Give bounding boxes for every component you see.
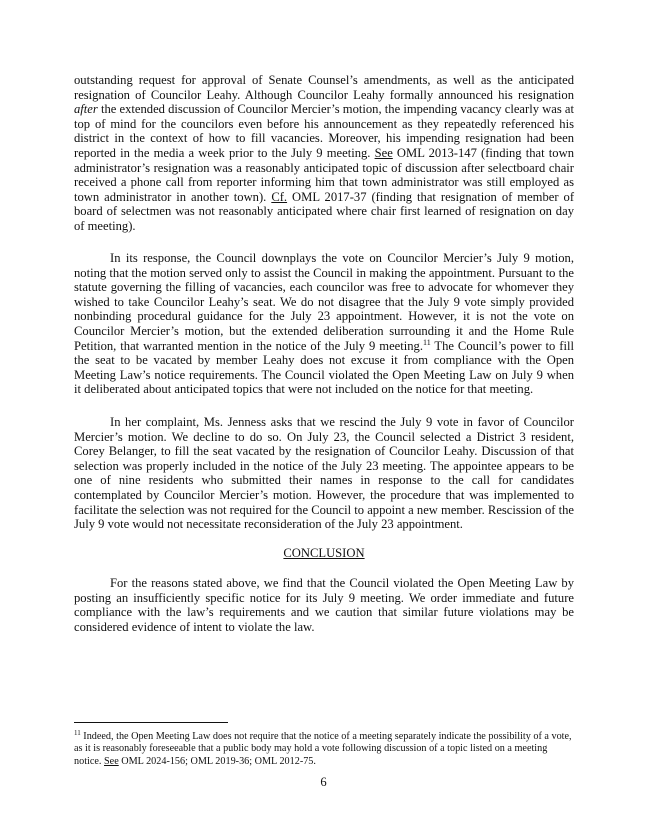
paragraph-resignation-anticipated: [74, 73, 574, 234]
footnote-divider: [74, 722, 228, 723]
text-run: OML 2024-156; OML 2019-36; OML 2012-75.: [118, 755, 316, 767]
text-run: The Council’s power to fill the seat to be vacated by member Leahy does not excuse it from compliance with the Open Meeting Law’s notice requirements. The Council violated the Open Meeting Law on July 9 when it deliberated about anticipated topics that were not included on the notice for that meeting.: [74, 338, 574, 397]
paragraph-complaint-rescind: [74, 415, 574, 532]
paragraph-conclusion: [74, 576, 574, 634]
section-heading-conclusion: [74, 546, 574, 561]
citation-signal-cf: Cf.: [271, 189, 288, 204]
paragraph-council-response: [74, 251, 574, 397]
citation-signal-see: See: [104, 755, 119, 767]
text-run: Indeed, the Open Meeting Law does not require that the notice of a meeting separately indicate the possibility of a vote, as it is reasonably foreseeable that a public body may hold a vote following discussion of a topic listed on a meeting notice.: [74, 731, 572, 767]
footnote-11: [74, 731, 574, 768]
paragraph-text: For the reasons stated above, we find that the Council violated the Open Meeting Law by posting an insufficiently specific notice for its July 9 meeting. We order immediate and future compliance with the law’s requirements and we caution that similar future violations may be considered evidence of intent to violate the law.: [74, 576, 574, 634]
text-run: the extended discussion of Councilor Mercier’s motion, the impending vacancy clearly was at top of mind for the councilors even before his announcement as they repeatedly referenced his district in the context of how to fill vacancies. Moreover, his impending resignation had been reported in the media a week prior to the July 9 meeting.: [74, 102, 574, 160]
footnote-number: 11: [74, 729, 81, 737]
footnote-reference[interactable]: 11: [423, 337, 431, 347]
italic-emphasis: after: [74, 102, 98, 117]
page-number: 6: [320, 775, 327, 789]
text-run: OML 2013-147 (finding that town administrator’s resignation was a reasonably anticipated topic of discussion after selectboard chair received a phone call from reporter informing him that town administrator was still employed as town administrator in another town).: [74, 145, 574, 204]
text-run: In its response, the Council downplays the vote on Councilor Mercier’s July 9 motion, noting that the motion served only to assist the Council in making the appointment. Pursuant to the statute governing the filling of vacancies, each councilor was free to advocate for whomever they wished to take Councilor Leahy’s seat. We do not disagree that the July 9 vote simply provided nonbinding procedural guidance for the July 23 appointment. However, it is not the vote on Councilor Mercier’s motion, but the extended deliberation surrounding it and the Home Rule Petition, that warranted mention in the notice of the July 9 meeting.: [74, 251, 574, 353]
citation-signal-see: See: [374, 145, 393, 160]
paragraph-text: In her complaint, Ms. Jenness asks that we rescind the July 9 vote in favor of Councilor Mercier’s motion. We decline to do so. On July 23, the Council selected a District 3 resident, Corey Belanger, to fill the seat vacated by the resignation of Councilor Leahy. Discussion of that selection was properly included in the notice of the July 23 meeting. The appointee appears to be one of nine residents who submitted their names in response to the call for candidates contemplated by Councilor Mercier’s motion. However, the procedure that was implemented to facilitate the selection was not required for the Council to appoint a new member. Rescission of the July 9 vote would not necessitate reconsideration of the July 23 appointment.: [74, 415, 574, 532]
text-run: OML 2017-37 (finding that resignation of member of board of selectmen was not reasonably anticipated where chair first learned of resignation on day of meeting).: [74, 189, 575, 233]
text-run: outstanding request for approval of Senate Counsel’s amendments, as well as the anticipated resignation of Councilor Leahy. Although Councilor Leahy formally announced his resignation: [74, 73, 574, 102]
heading-text: CONCLUSION: [283, 546, 365, 560]
